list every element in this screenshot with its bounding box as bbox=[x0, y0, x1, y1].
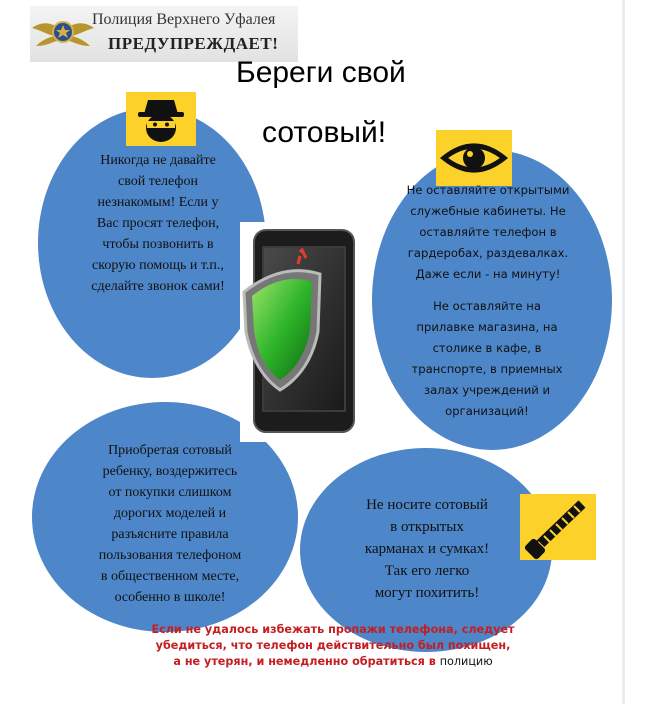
header-line2: ПРЕДУПРЕЖДАЕТ! bbox=[108, 34, 279, 53]
masked-thief-icon bbox=[126, 92, 196, 146]
text-line: ребенку, воздержитесь bbox=[102, 464, 238, 479]
text-line: Не оставляйте на bbox=[433, 299, 541, 313]
warning-text-police: полицию bbox=[439, 655, 493, 668]
text-line: разъясните правила bbox=[111, 527, 229, 542]
warning-line: Если не удалось избежать пропажи телефона, следует bbox=[151, 623, 515, 636]
bubble-right-text-b bbox=[386, 296, 588, 422]
warning-line bbox=[98, 654, 568, 670]
text-line: от покупки слишком bbox=[108, 485, 232, 500]
text-line: оставляйте телефон в bbox=[419, 225, 557, 239]
text-line: Вас просят телефон, bbox=[96, 216, 220, 231]
bubble-top-left-text bbox=[60, 150, 256, 297]
shield-phone-icon bbox=[240, 222, 364, 442]
text-line: карманах и сумках! bbox=[364, 541, 490, 557]
text-line: Приобретая сотовый bbox=[108, 443, 232, 458]
bubble-bottom-left-text bbox=[56, 440, 284, 608]
text-line: могут похитить! bbox=[374, 585, 480, 601]
text-line: столике в кафе, в bbox=[432, 341, 542, 355]
page-title-line2: сотовый! bbox=[262, 116, 387, 149]
page-title-line1: Береги свой bbox=[236, 56, 406, 89]
text-line: организаций! bbox=[445, 404, 529, 418]
police-emblem-icon bbox=[32, 10, 94, 54]
text-line: незнакомым! Если у bbox=[97, 195, 219, 210]
bubble-bottom-right-text bbox=[332, 494, 522, 604]
header-line1: Полиция Верхнего Уфалея bbox=[92, 11, 276, 28]
bubble-right-text-a bbox=[378, 180, 598, 285]
text-line: гардеробах, раздевалках. bbox=[407, 246, 569, 260]
text-line: транспорте, в приемных bbox=[411, 362, 563, 376]
text-line: Никогда не давайте bbox=[100, 153, 216, 168]
warning-line: убедиться, что телефон действительно был похищен, bbox=[155, 639, 511, 652]
edge-divider bbox=[622, 0, 625, 704]
text-line: особенно в школе! bbox=[114, 590, 226, 605]
text-line: Даже если - на минуту! bbox=[415, 267, 561, 281]
text-line: свой телефон bbox=[118, 174, 198, 189]
text-line: служебные кабинеты. Не bbox=[410, 204, 566, 218]
text-line: Не носите сотовый bbox=[366, 497, 488, 513]
text-line: дорогих моделей и bbox=[113, 506, 227, 521]
text-line: в общественном месте, bbox=[100, 569, 240, 584]
warning-text-red: а не утерян, и немедленно обратиться в bbox=[173, 655, 440, 668]
text-line: скорую помощь и т.п., bbox=[92, 258, 224, 273]
text-line: залах учреждений и bbox=[424, 383, 550, 397]
text-line: чтобы позвонить в bbox=[102, 237, 214, 252]
phone-illustration bbox=[240, 222, 364, 442]
text-line: прилавке магазина, на bbox=[416, 320, 558, 334]
text-line: Не оставляйте открытыми bbox=[406, 183, 570, 197]
warning-note bbox=[98, 622, 568, 670]
text-line: в открытых bbox=[390, 519, 464, 535]
text-line: Так его легко bbox=[384, 563, 470, 579]
text-line: пользования телефоном bbox=[98, 548, 242, 563]
eye-icon bbox=[436, 130, 512, 186]
text-line: сделайте звонок сами! bbox=[91, 279, 225, 294]
zipper-icon bbox=[520, 494, 596, 560]
